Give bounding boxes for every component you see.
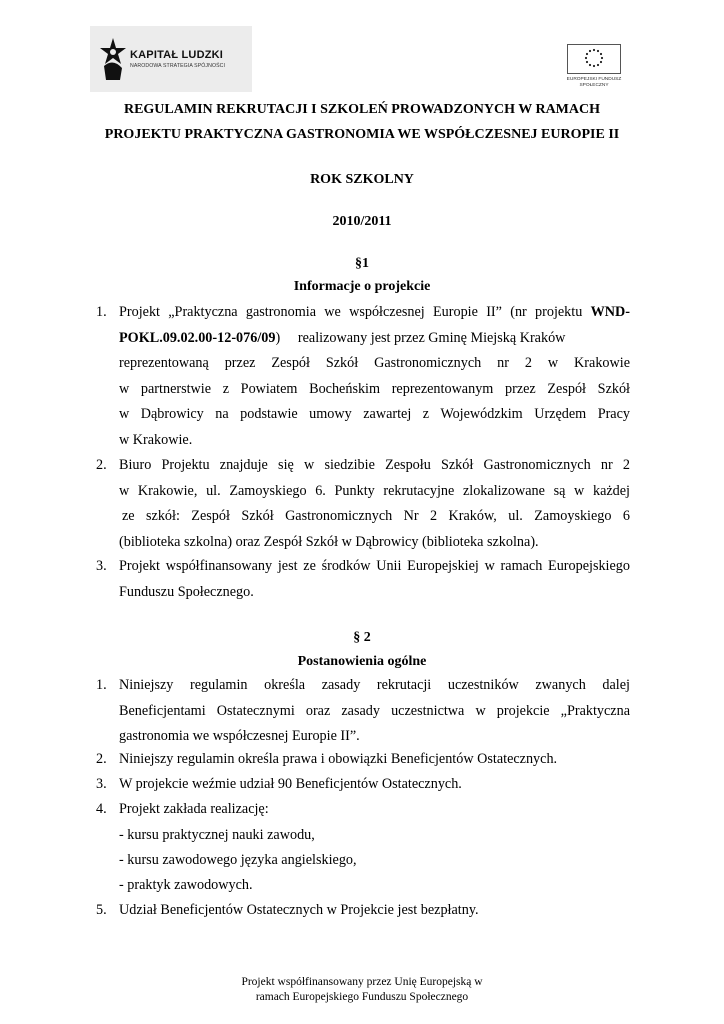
document-title-line1: REGULAMIN REKRUTACJI I SZKOLEŃ PROWADZONYCH W RAMACH bbox=[123, 102, 601, 117]
kapital-ludzki-logo bbox=[90, 26, 252, 92]
list-item bbox=[96, 673, 630, 750]
list-item bbox=[96, 453, 630, 555]
school-year-label: ROK SZKOLNY bbox=[310, 172, 414, 187]
list-line: Funduszu Społecznego. bbox=[119, 583, 254, 600]
text-segment: ) realizowany jest przez Gminę Miejską Kraków bbox=[275, 329, 566, 346]
school-year: 2010/2011 bbox=[332, 214, 392, 229]
section1-number: §1 bbox=[355, 256, 369, 271]
footer-line2: ramach Europejskiego Funduszu Społecznego bbox=[255, 991, 469, 1003]
section2-heading: Postanowienia ogólne bbox=[297, 654, 427, 669]
text-segment: Projekt „Praktyczna gastronomia we współczesnej Europie II” (nr projektu bbox=[119, 304, 591, 320]
list-line: w Dąbrowicy na podstawie umowy zawartej z Wojewódzkim Urzędem Pracy bbox=[119, 406, 630, 422]
section1-heading: Informacje o projekcie bbox=[293, 279, 431, 294]
list-item bbox=[96, 772, 630, 798]
list-number: 1. bbox=[96, 677, 107, 693]
list-item bbox=[96, 554, 630, 605]
list-line: gastronomia we współczesnej Europie II”. bbox=[119, 728, 360, 744]
list-line bbox=[119, 326, 630, 352]
logo-name: KAPITAŁ LUDZKI bbox=[130, 49, 224, 61]
list-line: w Krakowie. bbox=[119, 431, 193, 448]
section2-number: § 2 bbox=[353, 630, 371, 645]
list-line: Niniejszy regulamin określa zasady rekrutacji uczestników zwanych dalej bbox=[119, 677, 630, 693]
list-line: Beneficjentami Ostatecznymi oraz zasady uczestnictwa w projekcie „Praktyczna bbox=[119, 702, 630, 719]
eu-fund-logo bbox=[562, 44, 626, 94]
sublist-item: - kursu praktycznej nauki zawodu, bbox=[119, 827, 315, 843]
list-line bbox=[119, 300, 630, 326]
list-number: 1. bbox=[96, 304, 107, 320]
list-number: 2. bbox=[96, 751, 107, 767]
eu-fund-text-line1: EUROPEJSKI FUNDUSZ bbox=[566, 77, 622, 82]
list-line: W projekcie weźmie udział 90 Beneficjentów Ostatecznych. bbox=[119, 776, 462, 792]
sublist-item: - praktyk zawodowych. bbox=[119, 877, 253, 893]
list-line: Projekt zakłada realizację: bbox=[119, 801, 269, 817]
list-line: Projekt współfinansowany jest ze środków Unii Europejskiej w ramach Europejskiego bbox=[119, 558, 630, 574]
list-line: w partnerstwie z Powiatem Bocheńskim reprezentowanym przez Zespół Szkół bbox=[119, 380, 630, 397]
eu-fund-text bbox=[562, 77, 626, 88]
list-line: ze szkół: Zespół Szkół Gastronomicznych Nr 2 Kraków, ul. Zamoyskiego 6 bbox=[122, 508, 630, 524]
eu-fund-text-line2: SPOŁECZNY bbox=[579, 82, 609, 88]
list-line: w Krakowie, ul. Zamoyskiego 6. Punkty rekrutacyjne zlokalizowane są w każdej bbox=[119, 482, 630, 499]
kapital-ludzki-emblem-icon bbox=[98, 36, 128, 82]
list-item bbox=[96, 747, 630, 773]
list-number: 3. bbox=[96, 776, 107, 792]
list-line: Udział Beneficjentów Ostatecznych w Projekcie jest bezpłatny. bbox=[119, 902, 479, 918]
list-item bbox=[96, 898, 630, 924]
list-line: Biuro Projektu znajduje się w siedzibie Zespołu Szkół Gastronomicznych nr 2 bbox=[119, 457, 630, 473]
list-number: 5. bbox=[96, 902, 107, 918]
project-number-part2: POKL.09.02.00-12-076/09 bbox=[119, 329, 276, 346]
sublist-item: - kursu zawodowego języka angielskiego, bbox=[119, 852, 357, 868]
logo-subtitle: NARODOWA STRATEGIA SPÓJNOŚCI bbox=[130, 63, 226, 69]
list-number: 3. bbox=[96, 558, 107, 574]
document-title-line2: PROJEKTU PRAKTYCZNA GASTRONOMIA WE WSPÓŁCZESNEJ EUROPIE II bbox=[104, 127, 620, 142]
list-line: Niniejszy regulamin określa prawa i obowiązki Beneficjentów Ostatecznych. bbox=[119, 751, 558, 767]
list-number: 2. bbox=[96, 457, 107, 473]
list-item bbox=[96, 300, 630, 453]
page-footer bbox=[0, 975, 724, 1005]
list-number: 4. bbox=[96, 801, 107, 817]
list-line: (biblioteka szkolna) oraz Zespół Szkół w Dąbrowicy (biblioteka szkolna). bbox=[119, 533, 539, 550]
footer-line1: Projekt współfinansowany przez Unię Europejską w bbox=[241, 976, 483, 988]
list-line: reprezentowaną przez Zespół Szkół Gastronomicznych nr 2 w Krakowie bbox=[119, 355, 630, 371]
list-item bbox=[96, 797, 630, 823]
project-number-part1: WND- bbox=[590, 304, 630, 320]
eu-flag-icon bbox=[567, 44, 621, 74]
